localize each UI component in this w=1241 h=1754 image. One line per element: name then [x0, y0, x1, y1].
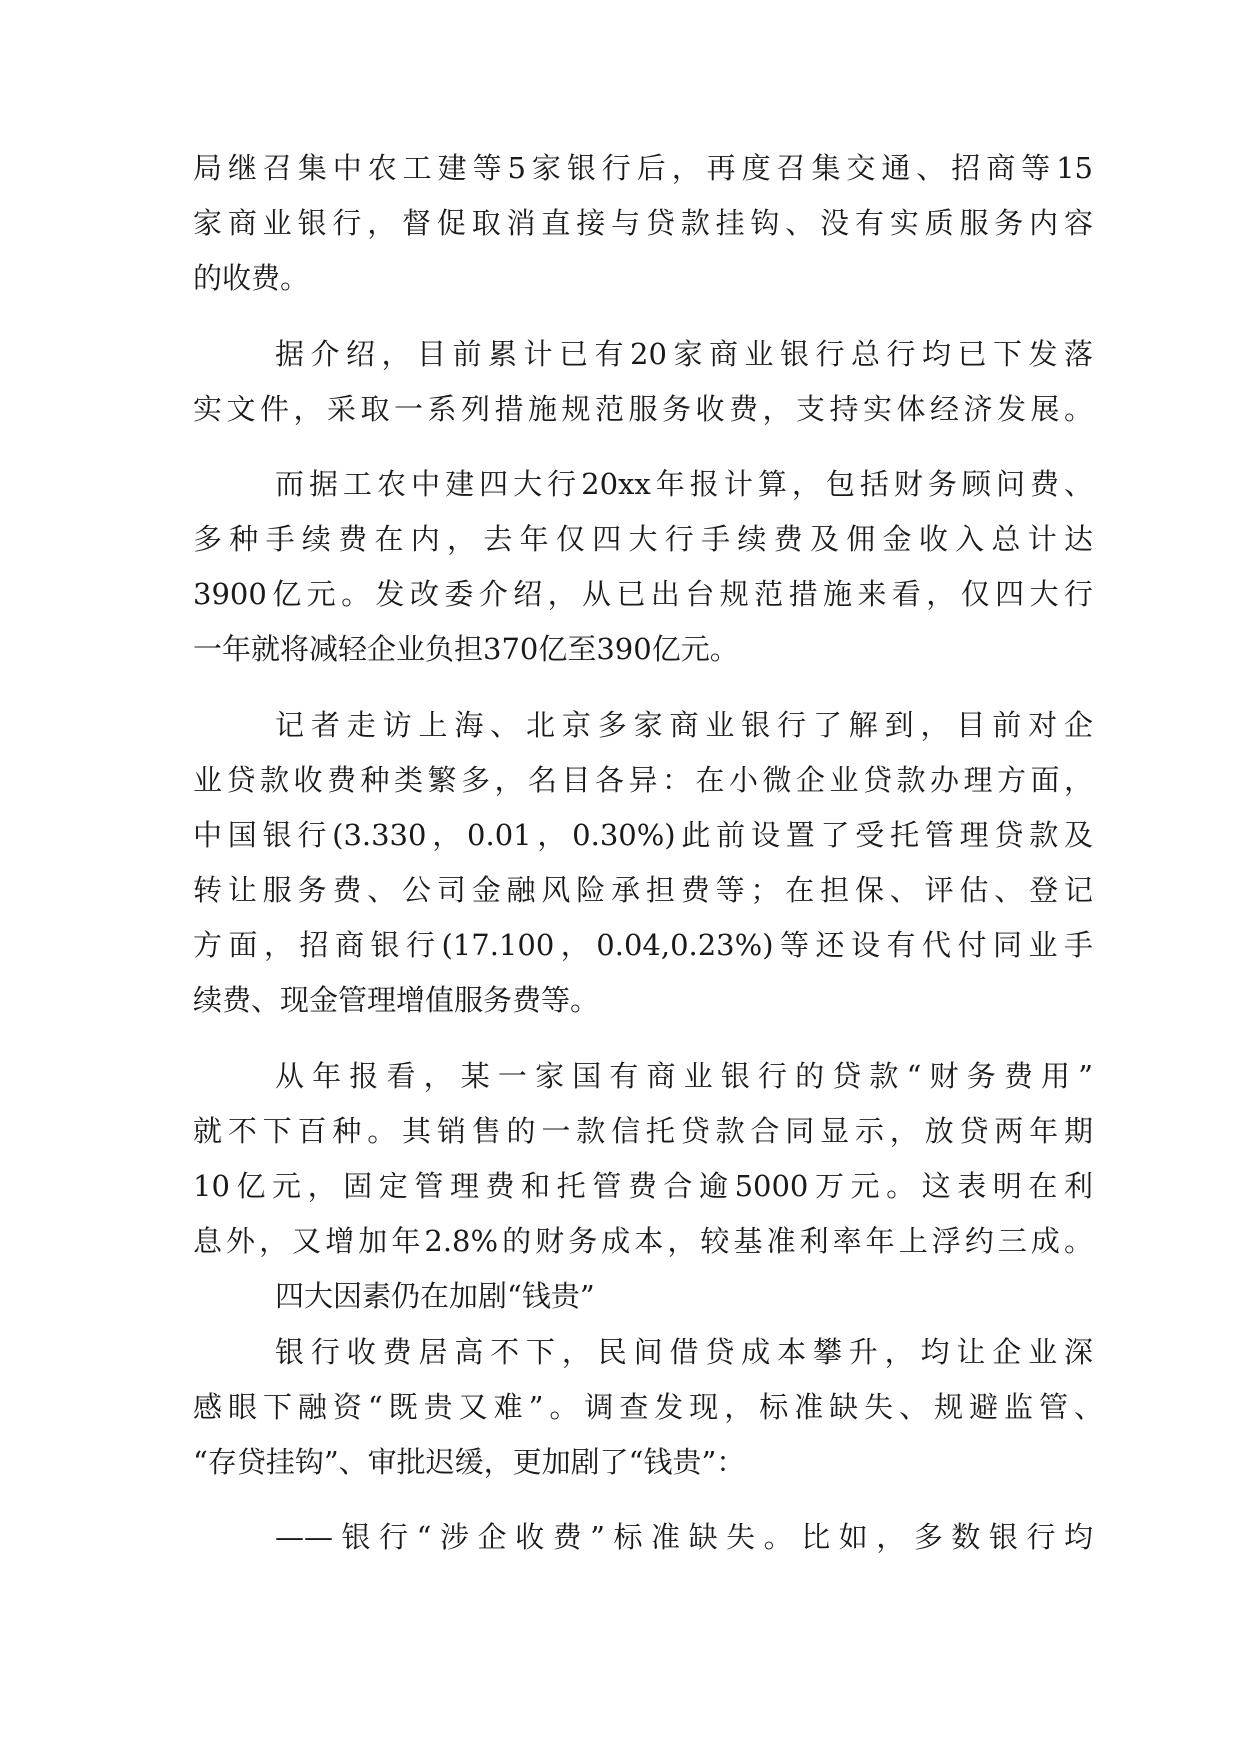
text-line: 局继召集中农工建等5家银行后，再度召集交通、招商等15	[193, 151, 1093, 185]
text-line: 续费、现金管理增值服务费等。	[193, 983, 600, 1017]
text-line: 中国银行(3.330，0.01，0.30%)此前设置了受托管理贷款及	[193, 818, 1093, 852]
text-line: 3900亿元。发改委介绍，从已出台规范措施来看，仅四大行	[193, 577, 1093, 611]
text-line: 转让服务费、公司金融风险承担费等；在担保、评估、登记	[193, 873, 1093, 907]
text-line: “存贷挂钩”、审批迟缓，更加剧了“钱贵”：	[193, 1445, 746, 1479]
section-heading: 四大因素仍在加剧“钱贵”	[275, 1279, 595, 1313]
text-line: 而据工农中建四大行20xx年报计算，包括财务顾问费、	[275, 467, 1093, 501]
text-line: 一年就将减轻企业负担370亿至390亿元。	[193, 632, 739, 666]
text-line: 据介绍，目前累计已有20家商业银行总行均已下发落	[275, 337, 1093, 371]
text-line: 记者走访上海、北京多家商业银行了解到，目前对企	[275, 708, 1093, 742]
text-line: 息外，又增加年2.8%的财务成本，较基准利率年上浮约三成。	[193, 1224, 1093, 1258]
text-line: 从年报看，某一家国有商业银行的贷款“财务费用”	[275, 1059, 1093, 1093]
text-line: 多种手续费在内，去年仅四大行手续费及佣金收入总计达	[193, 522, 1093, 556]
text-line: 方面，招商银行(17.100，0.04,0.23%)等还设有代付同业手	[193, 928, 1093, 962]
text-line: 实文件，采取一系列措施规范服务收费，支持实体经济发展。	[193, 392, 1093, 426]
text-line: ——银行“涉企收费”标准缺失。比如，多数银行均	[275, 1520, 1093, 1554]
text-line: 银行收费居高不下，民间借贷成本攀升，均让企业深	[275, 1335, 1093, 1369]
text-line: 感眼下融资“既贵又难”。调查发现，标准缺失、规避监管、	[193, 1390, 1103, 1424]
text-line: 业贷款收费种类繁多，名目各异：在小微企业贷款办理方面，	[193, 763, 1093, 797]
text-line: 的收费。	[193, 261, 310, 295]
text-line: 就不下百种。其销售的一款信托贷款合同显示，放贷两年期	[193, 1114, 1093, 1148]
text-line: 家商业银行，督促取消直接与贷款挂钩、没有实质服务内容	[193, 206, 1093, 240]
text-line: 10亿元，固定管理费和托管费合逾5000万元。这表明在利	[193, 1169, 1093, 1203]
